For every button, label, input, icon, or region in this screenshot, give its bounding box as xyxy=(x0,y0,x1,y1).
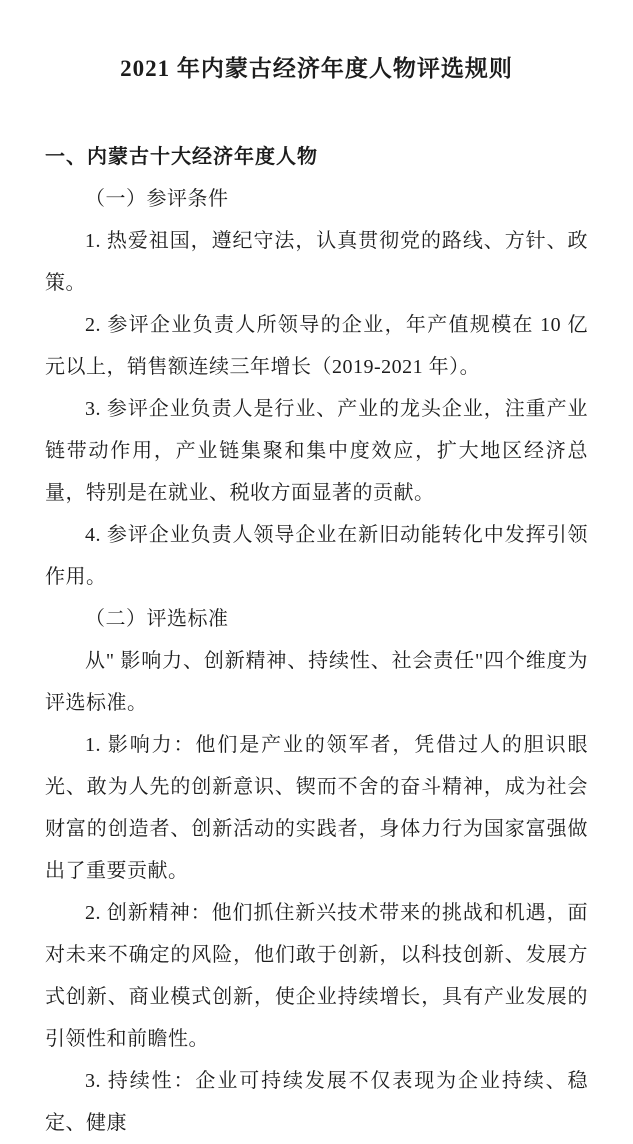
subsection-heading-standards: （二）评选标准 xyxy=(85,608,229,630)
paragraph-standards-intro: 从" 影响力、创新精神、持续性、社会责任"四个维度为评选标准。 xyxy=(45,650,588,714)
paragraph-condition-1: 1. 热爱祖国，遵纪守法，认真贯彻党的路线、方针、政策。 xyxy=(45,230,588,294)
paragraph-condition-3: 3. 参评企业负责人是行业、产业的龙头企业，注重产业链带动作用，产业链集聚和集中度效应，扩大地区经济总量，特别是在就业、税收方面显著的贡献。 xyxy=(45,398,588,504)
subsection-heading-criteria: （一）参评条件 xyxy=(85,188,229,210)
paragraph-condition-2: 2. 参评企业负责人所领导的企业，年产值规模在 10 亿元以上，销售额连续三年增长（2019-2021 年）。 xyxy=(45,314,588,378)
paragraph-standard-1-influence: 1. 影响力：他们是产业的领军者，凭借过人的胆识眼光、敢为人先的创新意识、锲而不舍的奋斗精神，成为社会财富的创造者、创新活动的实践者，身体力行为国家富强做出了重要贡献。 xyxy=(45,734,588,882)
paragraph-condition-4: 4. 参评企业负责人领导企业在新旧动能转化中发挥引领作用。 xyxy=(45,524,588,588)
paragraph-standard-3-sustainability: 3. 持续性：企业可持续发展不仅表现为企业持续、稳定、健康 xyxy=(45,1070,588,1134)
paragraph-standard-2-innovation: 2. 创新精神：他们抓住新兴技术带来的挑战和机遇，面对未来不确定的风险，他们敢于创新，以科技创新、发展方式创新、商业模式创新，使企业持续增长，具有产业发展的引领性和前瞻性。 xyxy=(45,902,588,1050)
document-title: 2021 年内蒙古经济年度人物评选规则 xyxy=(120,56,513,81)
section-heading: 一、内蒙古十大经济年度人物 xyxy=(45,146,318,168)
